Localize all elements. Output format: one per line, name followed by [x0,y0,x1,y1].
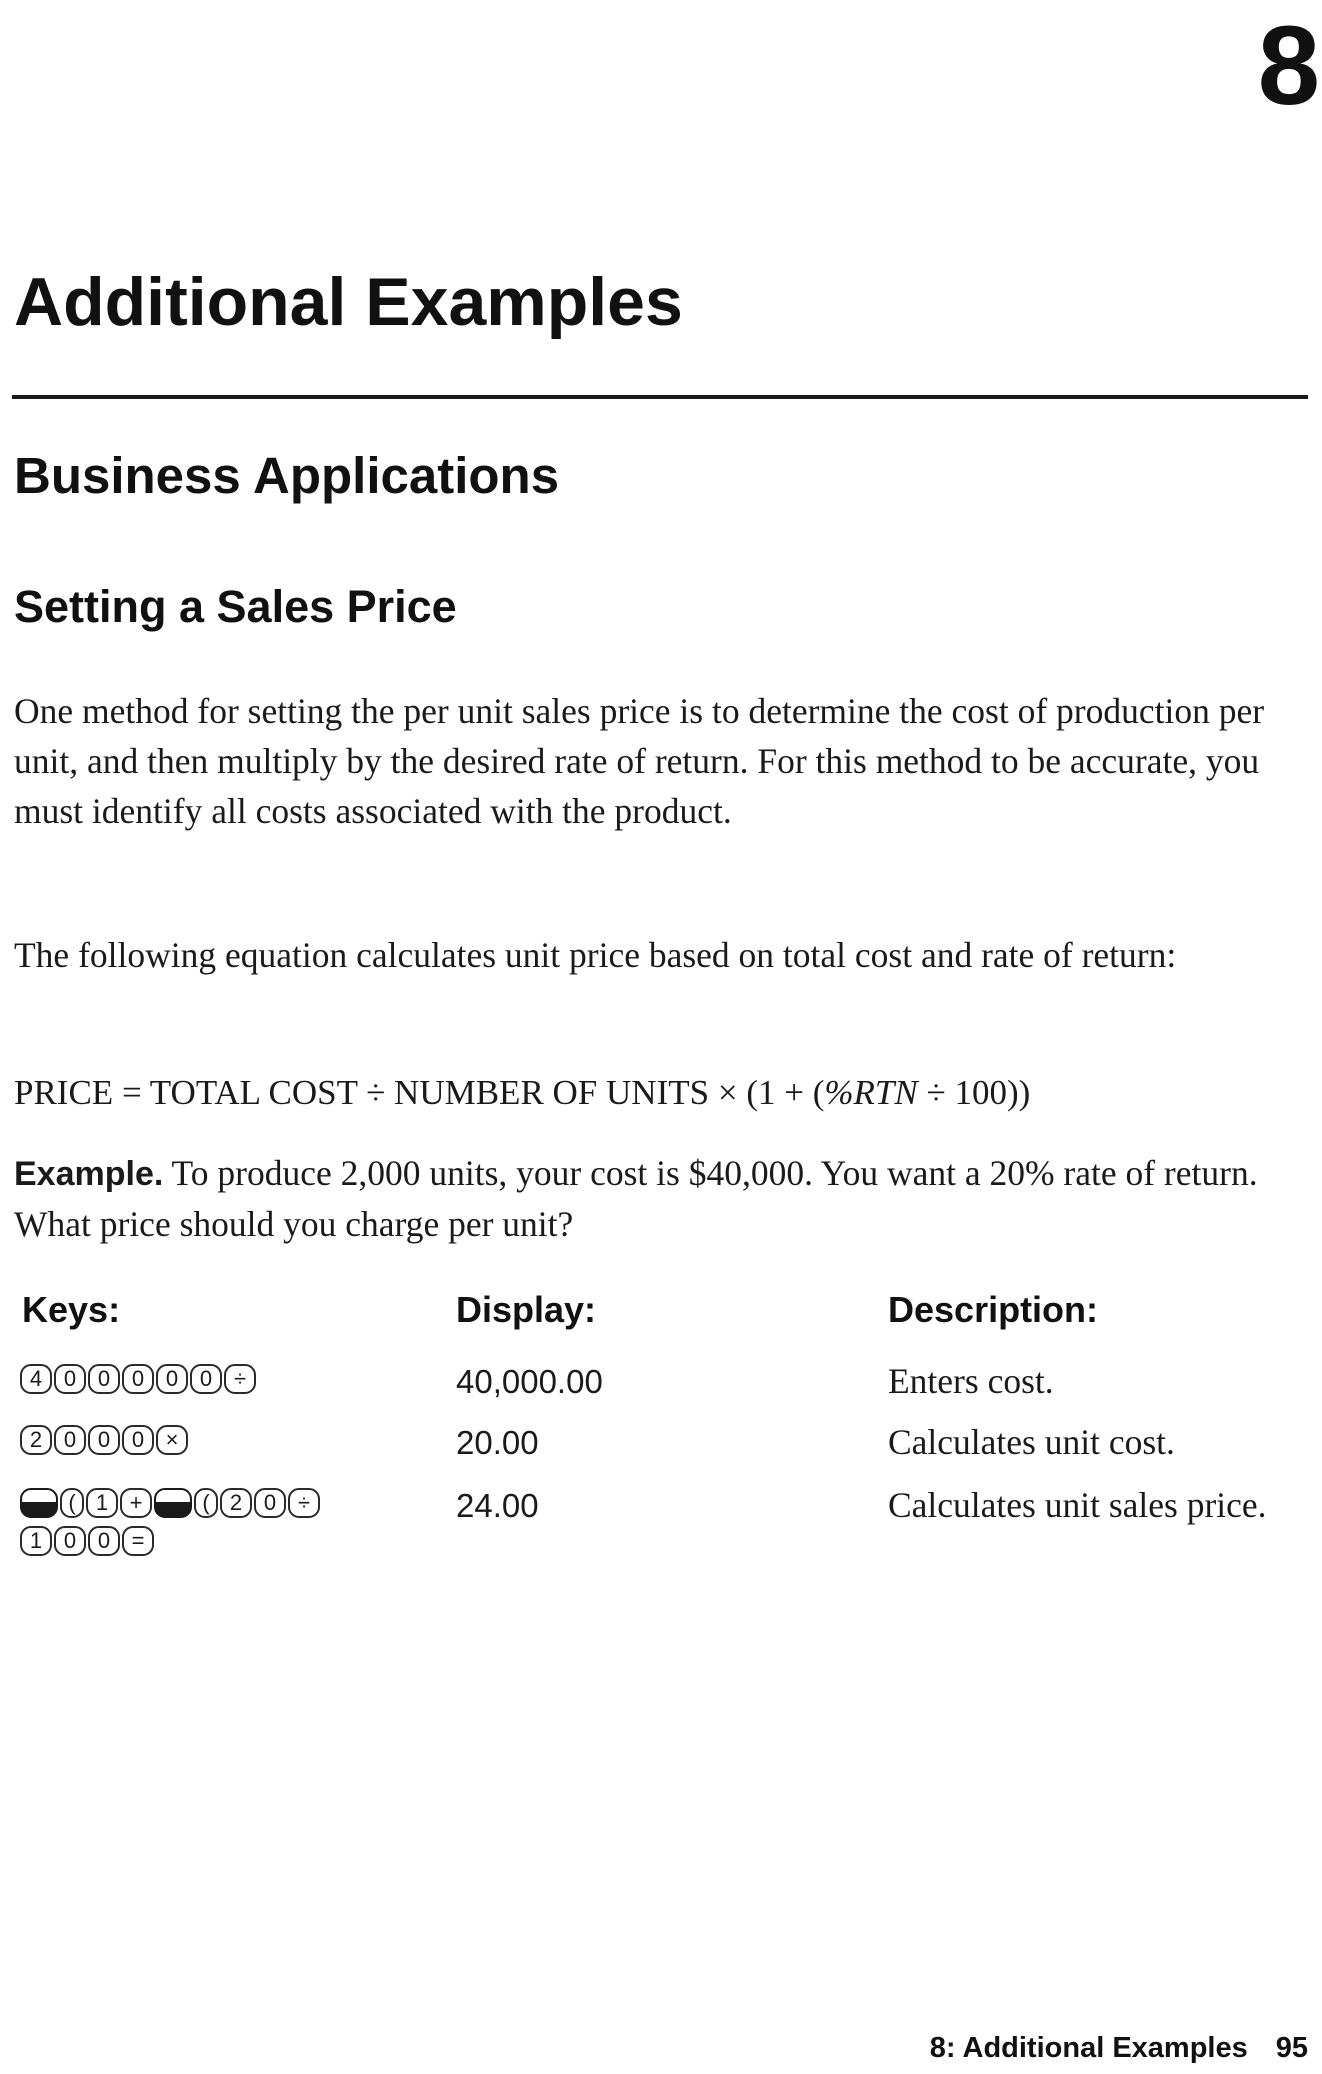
description-text: Enters cost. [888,1361,1054,1401]
keys-cell [20,1362,440,1400]
example-text: To produce 2,000 units, your cost is $40,000. You want a 20% rate of return. What price should you charge per unit? [14,1153,1258,1244]
display-value: 20.00 [456,1424,539,1461]
digit-0-key-icon: 0 [88,1364,120,1394]
open-paren-key-icon: ( [60,1488,84,1518]
key-sequence-line [20,1524,440,1558]
open-paren-key-icon: ( [194,1488,218,1518]
page-footer [930,2034,1308,2063]
digit-0-key-icon: 0 [54,1526,86,1556]
chapter-number: 8 [1257,3,1318,128]
multiply-key-icon: × [156,1425,188,1455]
digit-0-key-icon: 0 [54,1425,86,1455]
example-paragraph [14,1148,1308,1249]
digit-0-key-icon: 0 [122,1425,154,1455]
footer-chapter-label: 8: Additional Examples [929,2032,1248,2064]
chapter-title: Additional Examples [14,264,683,340]
digit-2-key-icon: 2 [220,1488,252,1518]
display-value: 40,000.00 [456,1363,603,1400]
divide-key-icon: ÷ [288,1488,320,1518]
display-value: 24.00 [456,1487,539,1524]
example-lead: Example. [14,1155,164,1193]
section-title: Business Applications [14,447,560,504]
second-key-icon [20,1488,58,1518]
intro-paragraph: One method for setting the per unit sales price is to determine the cost of production per unit, and then multiply by the desired rate of return. For this method to be accurate, you must identify all costs associated with the product. [14,691,1265,831]
digit-4-key-icon: 4 [20,1364,52,1394]
key-sequence-line [20,1362,440,1396]
keys-column-header: Keys: [22,1289,121,1330]
digit-0-key-icon: 0 [54,1364,86,1394]
equation-intro-paragraph: The following equation calculates unit price based on total cost and rate of return: [14,935,1177,975]
equation-variable: %RTN [824,1073,918,1112]
equation-after: ÷ 100)) [917,1073,1031,1112]
digit-0-key-icon: 0 [122,1364,154,1394]
equation-before: PRICE = TOTAL COST ÷ NUMBER OF UNITS × (1 + ( [14,1073,825,1112]
key-sequence-line [20,1423,440,1457]
keys-cell [20,1486,440,1562]
digit-0-key-icon: 0 [254,1488,286,1518]
digit-0-key-icon: 0 [190,1364,222,1394]
price-equation [14,1068,1314,1118]
plus-key-icon: + [120,1488,152,1518]
page-number: 95 [1275,2032,1308,2064]
digit-0-key-icon: 0 [88,1425,120,1455]
digit-0-key-icon: 0 [88,1526,120,1556]
digit-0-key-icon: 0 [156,1364,188,1394]
digit-1-key-icon: 1 [20,1526,52,1556]
second-key-icon [154,1488,192,1518]
title-divider [12,395,1308,399]
description-text: Calculates unit sales price. [888,1485,1267,1525]
display-column-header: Display: [456,1289,597,1330]
digit-2-key-icon: 2 [20,1425,52,1455]
divide-key-icon: ÷ [224,1364,256,1394]
equals-key-icon: = [122,1526,154,1556]
key-sequence-line [20,1486,440,1520]
description-column-header: Description: [888,1289,1099,1330]
description-text: Calculates unit cost. [888,1422,1175,1462]
digit-1-key-icon: 1 [86,1488,118,1518]
keys-cell [20,1423,440,1461]
subsection-title: Setting a Sales Price [14,581,457,632]
